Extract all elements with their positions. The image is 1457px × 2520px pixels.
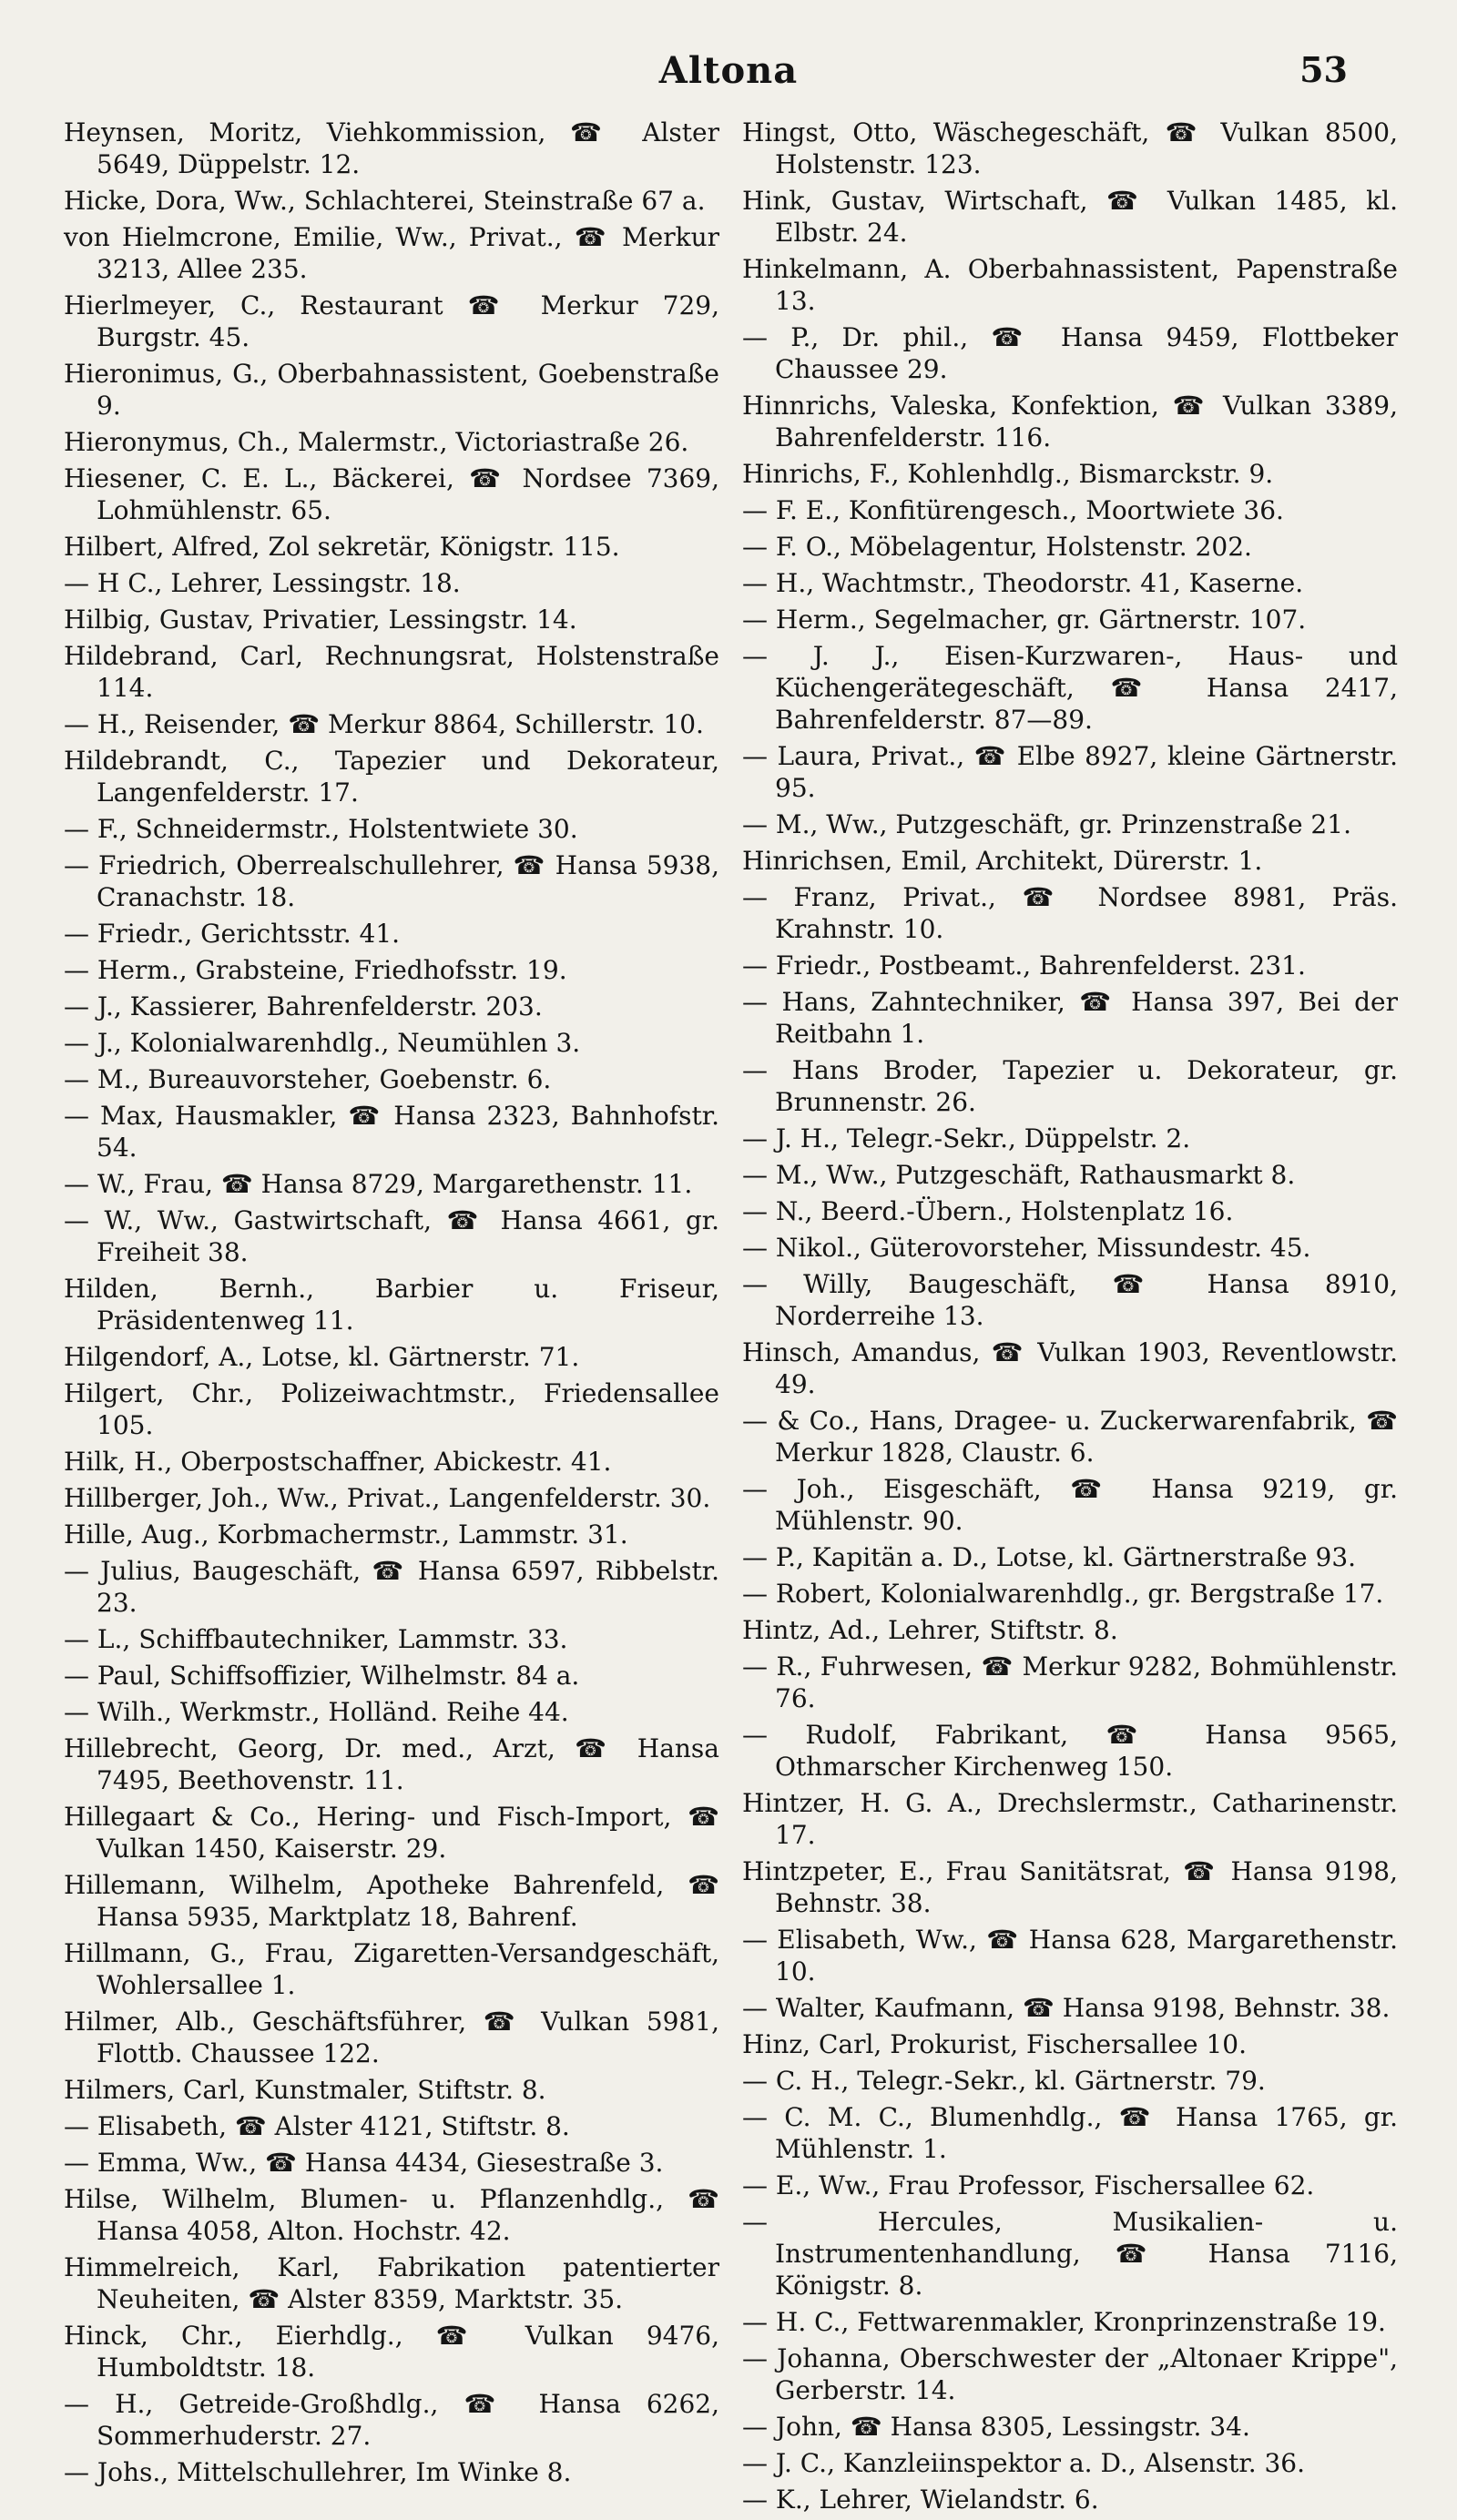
directory-entry: Hilbig, Gustav, Privatier, Lessingstr. 14. xyxy=(64,605,577,635)
directory-entry: — E., Ww., Frau Professor, Fischersallee 62. xyxy=(742,2170,1315,2200)
directory-entry: Hilmers, Carl, Kunstmaler, Stiftstr. 8. xyxy=(64,2075,546,2105)
directory-entry: Hillmann, G., Frau, Zigaretten-Versandgeschäft, Wohlersallee 1. xyxy=(64,1938,719,2000)
directory-entry: — Willy, Baugeschäft, ☎ Hansa 8910, Norderreihe 13. xyxy=(742,1269,1398,1331)
directory-entry: — Joh., Eisgeschäft, ☎ Hansa 9219, gr. Mühlenstr. 90. xyxy=(742,1474,1398,1536)
directory-entry: — M., Ww., Putzgeschäft, Rathausmarkt 8. xyxy=(742,1160,1296,1190)
directory-entry: Hillemann, Wilhelm, Apotheke Bahrenfeld, ☎ Hansa 5935, Marktplatz 18, Bahrenf. xyxy=(64,1870,719,1932)
directory-entry: — Friedrich, Oberrealschullehrer, ☎ Hansa 5938, Cranachstr. 18. xyxy=(64,850,719,912)
directory-entry: Hingst, Otto, Wäschegeschäft, ☎ Vulkan 8500, Holstenstr. 123. xyxy=(742,117,1398,179)
page-title: Altona xyxy=(658,49,799,92)
directory-entry: — H., Wachtmstr., Theodorstr. 41, Kaserne. xyxy=(742,568,1304,598)
directory-entry: Hilmer, Alb., Geschäftsführer, ☎ Vulkan 5981, Flottb. Chaussee 122. xyxy=(64,2007,719,2068)
directory-entry: Hildebrandt, C., Tapezier und Dekorateur, Langenfelderstr. 17. xyxy=(64,746,719,808)
directory-entry: — J. C., Kanzleiinspektor a. D., Alsenstr. 36. xyxy=(742,2448,1306,2478)
directory-entry: Hintzer, H. G. A., Drechslermstr., Catharinenstr. 17. xyxy=(742,1788,1398,1850)
directory-entry: — Laura, Privat., ☎ Elbe 8927, kleine Gärtnerstr. 95. xyxy=(742,741,1398,803)
directory-entry: — L., Schiffbautechniker, Lammstr. 33. xyxy=(64,1624,568,1654)
directory-entry: Hinck, Chr., Eierhdlg., ☎ Vulkan 9476, Humboldtstr. 18. xyxy=(64,2321,719,2383)
directory-entry: — W., Frau, ☎ Hansa 8729, Margarethenstr. 11. xyxy=(64,1169,693,1199)
directory-entry: Himmelreich, Karl, Fabrikation patentierter Neuheiten, ☎ Alster 8359, Marktstr. 35. xyxy=(64,2252,719,2314)
directory-entry: — H C., Lehrer, Lessingstr. 18. xyxy=(64,568,461,598)
directory-entry: Hilse, Wilhelm, Blumen- u. Pflanzenhdlg., ☎ Hansa 4058, Alton. Hochstr. 42. xyxy=(64,2184,719,2246)
directory-entry: — Herm., Grabsteine, Friedhofsstr. 19. xyxy=(64,955,567,985)
directory-entry: — J., Kassierer, Bahrenfelderstr. 203. xyxy=(64,991,543,1021)
directory-entry: — N., Beerd.-Übern., Holstenplatz 16. xyxy=(742,1196,1234,1226)
directory-entry: — Elisabeth, ☎ Alster 4121, Stiftstr. 8. xyxy=(64,2111,570,2141)
directory-entry: Hille, Aug., Korbmachermstr., Lammstr. 31. xyxy=(64,1519,628,1550)
directory-entry: Heynsen, Moritz, Viehkommission, ☎ Alster 5649, Düppelstr. 12. xyxy=(64,117,719,179)
directory-entry: — & Co., Hans, Dragee- u. Zuckerwarenfabrik, ☎ Merkur 1828, Claustr. 6. xyxy=(742,1406,1398,1468)
directory-entry: — Friedr., Gerichtsstr. 41. xyxy=(64,919,401,949)
directory-entry: Hillberger, Joh., Ww., Privat., Langenfelderstr. 30. xyxy=(64,1483,711,1513)
directory-entry: — M., Ww., Putzgeschäft, gr. Prinzenstraße 21. xyxy=(742,809,1351,839)
directory-entry: — J. J., Eisen-Kurzwaren-, Haus- und Küchengerätegeschäft, ☎ Hansa 2417, Bahrenfelderstr. 87—89. xyxy=(742,641,1398,735)
directory-entry: — Rudolf, Fabrikant, ☎ Hansa 9565, Othmarscher Kirchenweg 150. xyxy=(742,1720,1398,1782)
directory-entry: — W., Ww., Gastwirtschaft, ☎ Hansa 4661, gr. Freiheit 38. xyxy=(64,1205,719,1267)
directory-entry: — P., Dr. phil., ☎ Hansa 9459, Flottbeker Chaussee 29. xyxy=(742,322,1398,384)
directory-entry: — Julius, Baugeschäft, ☎ Hansa 6597, Ribbelstr. 23. xyxy=(64,1556,719,1618)
directory-entry: — Emma, Ww., ☎ Hansa 4434, Giesestraße 3. xyxy=(64,2148,664,2178)
directory-entry: — R., Fuhrwesen, ☎ Merkur 9282, Bohmühlenstr. 76. xyxy=(742,1651,1398,1713)
directory-entry: — H., Getreide-Großhdlg., ☎ Hansa 6262, Sommerhuderstr. 27. xyxy=(64,2389,719,2451)
directory-entry: — Hercules, Musikalien- u. Instrumentenhandlung, ☎ Hansa 7116, Königstr. 8. xyxy=(742,2207,1398,2301)
left-column xyxy=(64,117,719,2493)
directory-entry: Hinz, Carl, Prokurist, Fischersallee 10. xyxy=(742,2029,1248,2059)
directory-entry: Hilgert, Chr., Polizeiwachtmstr., Friedensallee 105. xyxy=(64,1378,719,1440)
directory-entry: Hilk, H., Oberpostschaffner, Abickestr. 41. xyxy=(64,1447,612,1477)
directory-entry: Hinrichsen, Emil, Architekt, Dürerstr. 1. xyxy=(742,846,1263,876)
directory-entry: Hillebrecht, Georg, Dr. med., Arzt, ☎ Hansa 7495, Beethovenstr. 11. xyxy=(64,1733,719,1795)
directory-entry: — Max, Hausmakler, ☎ Hansa 2323, Bahnhofstr. 54. xyxy=(64,1101,719,1163)
directory-entry: — Walter, Kaufmann, ☎ Hansa 9198, Behnstr. 38. xyxy=(742,1993,1391,2023)
directory-entry: — C. H., Telegr.-Sekr., kl. Gärtnerstr. 79. xyxy=(742,2066,1266,2096)
directory-entry: — John, ☎ Hansa 8305, Lessingstr. 34. xyxy=(742,2412,1250,2442)
directory-entry: — F. O., Möbelagentur, Holstenstr. 202. xyxy=(742,532,1252,562)
directory-entry: — H. C., Fettwarenmakler, Kronprinzenstraße 19. xyxy=(742,2307,1386,2337)
directory-entry: Hintzpeter, E., Frau Sanitätsrat, ☎ Hansa 9198, Behnstr. 38. xyxy=(742,1856,1398,1918)
directory-entry: — J., Kolonialwarenhdlg., Neumühlen 3. xyxy=(64,1028,581,1058)
directory-entry: — Paul, Schiffsoffizier, Wilhelmstr. 84 a. xyxy=(64,1661,580,1691)
directory-entry: — Herm., Segelmacher, gr. Gärtnerstr. 107. xyxy=(742,605,1307,635)
directory-entry: — Franz, Privat., ☎ Nordsee 8981, Präs. Krahnstr. 10. xyxy=(742,882,1398,944)
page-header xyxy=(0,49,1457,104)
directory-entry: — Wilh., Werkmstr., Holländ. Reihe 44. xyxy=(64,1697,569,1727)
directory-entry: — Johs., Mittelschullehrer, Im Winke 8. xyxy=(64,2457,572,2487)
directory-entry: Hilbert, Alfred, Zol sekretär, Königstr. 115. xyxy=(64,532,620,562)
directory-entry: — J. H., Telegr.-Sekr., Düppelstr. 2. xyxy=(742,1123,1191,1153)
directory-entry: — Friedr., Postbeamt., Bahrenfelderst. 231. xyxy=(742,950,1306,981)
directory-entry: — P., Kapitän a. D., Lotse, kl. Gärtnerstraße 93. xyxy=(742,1542,1357,1572)
directory-entry: — F. E., Konfitürengesch., Moortwiete 36. xyxy=(742,495,1284,525)
directory-entry: — Johanna, Oberschwester der „Altonaer Krippe", Gerberstr. 14. xyxy=(742,2343,1398,2405)
directory-entry: von Hielmcrone, Emilie, Ww., Privat., ☎ Merkur 3213, Allee 235. xyxy=(64,222,719,284)
directory-entry: Hilden, Bernh., Barbier u. Friseur, Präsidentenweg 11. xyxy=(64,1274,719,1336)
directory-entry: Hinsch, Amandus, ☎ Vulkan 1903, Reventlowstr. 49. xyxy=(742,1337,1398,1399)
directory-entry: — Hans, Zahntechniker, ☎ Hansa 397, Bei der Reitbahn 1. xyxy=(742,987,1398,1049)
directory-entry: Hinkelmann, A. Oberbahnassistent, Papenstraße 13. xyxy=(742,254,1398,316)
directory-entry: — F., Schneidermstr., Holstentwiete 30. xyxy=(64,814,578,844)
directory-entry: Hillegaart & Co., Hering- und Fisch-Import, ☎ Vulkan 1450, Kaiserstr. 29. xyxy=(64,1802,719,1864)
directory-entry: — Nikol., Güterovorsteher, Missundestr. 45. xyxy=(742,1233,1311,1263)
page-number: 53 xyxy=(1299,49,1348,90)
directory-entry: Hierlmeyer, C., Restaurant ☎ Merkur 729, Burgstr. 45. xyxy=(64,290,719,352)
directory-entry: Hiesener, C. E. L., Bäckerei, ☎ Nordsee 7369, Lohmühlenstr. 65. xyxy=(64,463,719,525)
right-column xyxy=(742,117,1398,2520)
directory-entry: — Hans Broder, Tapezier u. Dekorateur, gr. Brunnenstr. 26. xyxy=(742,1055,1398,1117)
directory-entry: Hicke, Dora, Ww., Schlachterei, Steinstraße 67 a. xyxy=(64,186,706,216)
directory-entry: Hink, Gustav, Wirtschaft, ☎ Vulkan 1485, kl. Elbstr. 24. xyxy=(742,186,1398,248)
directory-entry: Hinnrichs, Valeska, Konfektion, ☎ Vulkan 3389, Bahrenfelderstr. 116. xyxy=(742,391,1398,452)
directory-entry: Hinrichs, F., Kohlenhdlg., Bismarckstr. 9. xyxy=(742,459,1274,489)
directory-entry: — Robert, Kolonialwarenhdlg., gr. Bergstraße 17. xyxy=(742,1579,1384,1609)
directory-entry: — H., Reisender, ☎ Merkur 8864, Schillerstr. 10. xyxy=(64,709,704,739)
directory-entry: — M., Bureauvorsteher, Goebenstr. 6. xyxy=(64,1064,552,1094)
directory-entry: — C. M. C., Blumenhdlg., ☎ Hansa 1765, gr. Mühlenstr. 1. xyxy=(742,2102,1398,2164)
directory-entry: Hintz, Ad., Lehrer, Stiftstr. 8. xyxy=(742,1615,1118,1645)
directory-entry: — K., Lehrer, Wielandstr. 6. xyxy=(742,2484,1099,2515)
directory-entry: Hieronymus, Ch., Malermstr., Victoriastraße 26. xyxy=(64,427,689,457)
directory-entry: Hieronimus, G., Oberbahnassistent, Goebenstraße 9. xyxy=(64,359,719,421)
directory-entry: Hildebrand, Carl, Rechnungsrat, Holstenstraße 114. xyxy=(64,641,719,703)
directory-entry: Hilgendorf, A., Lotse, kl. Gärtnerstr. 71. xyxy=(64,1342,580,1372)
directory-entry: — Elisabeth, Ww., ☎ Hansa 628, Margarethenstr. 10. xyxy=(742,1925,1398,1987)
